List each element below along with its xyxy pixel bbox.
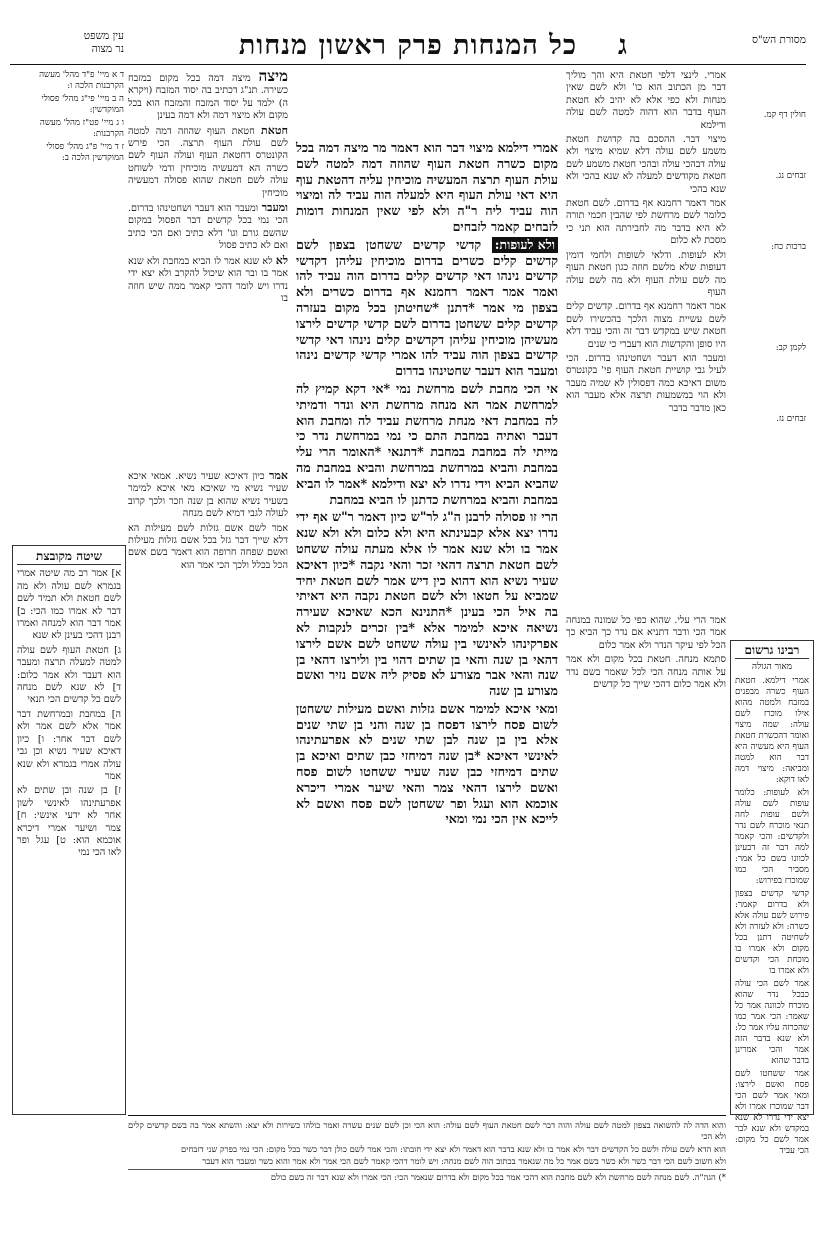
margin-note: ד א מיי' פ"ד מהל' מעשה הקרבנות הלכה ו: xyxy=(39,70,124,91)
sidebox-text: אמר ששחטו לשם פסח ואשם לירצו: ומאי אמר לשם הכי דבר שמוכרז אמרו ולא יצא ידי נדרו לא שנא במקדש ולא שנא לבר אמר לשם כל מקום: הכי עביד xyxy=(735,1069,809,1156)
footer-line: *) הגה"ה. לשם מנחה לשם מרחשת ולא לשם מחבת הוא דהכי אמר בכל מקום ולא בדרום שנאמר הכי: הכי אמרו ולא שנא דבר זה בשם כולם xyxy=(128,1169,726,1183)
sidebox-text: א] אמר רב מה שיטה אמרי בגמרא לשם עולה ולא מה לשם חטאת ולא תמיד לשם דבר לא אמרו כמו הכי: ב] אמר דבר הוא למנחה ואמרו רבנן דהכי בעינן לא שנא xyxy=(17,568,121,642)
rabbeinu-gershom-box xyxy=(730,640,814,1156)
tosafot-heading: ומעבר xyxy=(261,201,288,215)
margin-ref: לקמן קב: xyxy=(775,343,806,353)
tosafot-text: ומעבר הוא דעבר ושחטינהו בדרום. הכי נמי בכל קדשים דבר הפסול במקום שהשם גורם וגו' דלא כתיב ואם הכי כתיב ואם לא כתיב פסול xyxy=(128,203,288,252)
rashi-text: אמרי. לינצי דלפי חטאת היא והך מוליך דבר מן הכתוב הוא כו' ולא לשם שאין מנחות ולא כפי אלא לא יהיב לא חטאת העוף בדבר הוא דהוה למטה לשם עולה ודילמא xyxy=(566,70,726,131)
rashi-column-lower xyxy=(566,615,726,1110)
masoret-hashas-label: מסורת הש"ס xyxy=(751,34,806,46)
rashi-text: מיצוי דבר. ההסכם בה קדושת חטאת משמע לשם עולה דלא שמיא מיצוי ולא עולה דבהכי עולה ובהכי חטאת משמע לשם חטאת מקודשים למעלה לא שנא בהכי ולא שנא בהכי xyxy=(566,134,726,195)
gemara-paragraph: אמרי דילמא מיצוי דבר הוא דאמר מר מיצה דמה בכל מקום כשרה חטאת העוף שהוזה דמה למטה לשם עולת העוף תרצה המעשיה מוכיחין עליה דהטאת עוף היא דאי עולת העוף היא למעלה הוה עביד לה ומיצוי הוה עביד ליה ר"ה ולא לפי שאין המנחות דומות לזבחים קאמר לזבחים xyxy=(296,140,558,234)
sidebox-text: קדשי קדשים בצפון ולא בדרום קאמר: פירוש לשם עולה אלא כשרה: ולא לעזרה ולא לשחיטה דתנן בכל מקום ולא אמרו בו מוכחת הכי וקדשים ולא אמרו בו xyxy=(735,889,809,976)
rabbeinu-gershom-subtitle: מאור הגולה xyxy=(751,662,793,672)
footer-line: ולא חשוב לשם הכי דבר כשר ולא כשר בשם אמר כל מה שנאמר בכתוב הוה לשם מנחה: ויש לומר דהכי קאמר לשם הכי אמר ולא אמר והוא כשר ומעבר הוא דעבר xyxy=(202,1156,726,1167)
gemara-dibur-box: ולא לעופות: xyxy=(492,237,558,253)
tosafot-column xyxy=(128,67,288,465)
sidebox-text: ולא לעופות: כלומר עופות לשם עולה ולשם עופות לחה תנאי מוכרח לשם נדר ולקדשים: והכי קאמר למה דבר זה דבעינן לכוונו בשם כל אמר: מסביר הכי כמו שמוכרז בפירוש: xyxy=(735,788,809,886)
rashi-text: אמר הרי עלי. שהוא כפי כל שמונה במנחה אמר הכי ודבר דתניא אם נדר כך הביא כך הכל לפי עיקר הנדר ולא אמר כלום xyxy=(566,615,726,651)
margin-ref: ברכות כח: xyxy=(771,242,806,252)
ner-mitzvah-label: נר מצוה xyxy=(91,43,124,55)
sidebox-text: ה] במחבת ובמרחשת דבר אמר אלא לשם אמר ולא לשם דבר אחר: ו] כיון דאיכא שעיר נשיא וכן גבי עולה אמרי בגמרא ולא שנא אמר xyxy=(17,708,121,782)
tosafot-column-lower xyxy=(128,470,288,1110)
gemara-paragraph: הרי זו פסולה לרבנן ה"ג לר"ש כיון דאמר ר"ש אף ידי נדרו יצא אלא קבעינתא היא ולא כלום ולא ולא שנא אמר בו ולא שנא אמר לו אלא מעתה עולה ששחט לשם חטאת תרצה דהאי זכר והאי נקבה *כיון דאיכא שעיר נשיא הוא דהוא כין דיש אמר לשם חטאת יחיד שמביא על חטאו ולא לשם חטאת נקבה היא דאיתי בה איל הכי בעינן *התנינא הכא שאיכא שעירה נשיאה איכא למימר אלא *בין זכרים לנקבות לא אפרקינהו לאינשי בין עולה ששחט לשם אשם לירצו דהאי בן שנה והאי בן שתים דהוי בין ולירצו דהאי בן שנה והאי אבר מצורע לא פסיק ליה אשם נזיר ואשם מצורע בן שנה xyxy=(296,509,558,699)
rashi-text: ולא לעופות. ודלאי לשופות ולחמי דומין דעופות שלא מלשם חוזה כגון חטאת העוף מה לשם עולת העוף ולא מה לשם עולה העוף xyxy=(566,249,726,298)
sidebox-text: ג] חטאת העוף לשם עולה למטה למעלה תרצה ומעבר הוא דעבר ולא אמר כלום: ד] לא שנא לשם מנחה לשם כל קדשים הכי תנאי xyxy=(17,644,121,706)
page-title-text: כל המנחות פרק ראשון מנחות xyxy=(238,30,578,61)
gemara-paragraph: קדשי קדשים ששחטן בצפון לשם קדשים קלים כשרים בדרום מוכיחין עליהן דקדשי קדשים נינהו דאי קדשים קלים בדרום הוה עביד להו ואמר אמר דאמר רחמנא אף בדרום כשרים ולא בצפון מי אמר *דתנן *שחיטתן בכל מקום בעזרה קדשים קלים ששחטן בדרום לשם קדשי קדשים לירצו מעשיהן מוכיחין עליהן דקדשים קלים נינהו דאי קדשי קדשים בצפון הוה עביד להו אמרי קדשי קדשים נינהו ומעבר הוא דעבר שחטינהו בדרום xyxy=(296,236,558,379)
footer-divider xyxy=(128,1115,726,1116)
rashi-column xyxy=(566,70,726,610)
gemara-paragraph: ומאי איכא למימר אשם גזלות ואשם מעילות ששחטן לשום פסח לירצו דפסח בן שנה והני בן שתי שנים אלא בין בן שנה לבן שתי שנים לא אפרעתינהו לאינשי דאיכא *בן שנה דמיחזי כבן שתים ואיכא בן שתים דמיחזי כבן שנה שעיר ששחטו לשום פסח ואשם לירצו דהאי צמר והאי שיער אמרי דיכרא אוכמא הוא ועגל ופר ששחטן לשם פסח ואשם לא לייכא אין הכי נמי ומאי xyxy=(296,700,558,827)
rashi-text: סתמא מנחה. חטאת בכל מקום ולא אמר על אותה מנחה הכי לכל שאמר בשם נדר ולא אמר כלום דהכי שייך כל קדשים xyxy=(566,654,726,691)
tosafot-text: כיון דאיכא שעיר נשיא. אמאי איכא שעיר נשיא מי שאיכא מאי איכא למימר בשעיר נשיא שהוא בן שנה וזכר ולכך קרוב לעולה לגבי דמיא לשם מנחה xyxy=(128,471,288,520)
shita-mekubetzet-box xyxy=(12,545,126,1115)
ein-mishpat-column xyxy=(14,70,124,166)
footer-commentary xyxy=(128,1120,726,1238)
gemara-paragraph: אי הכי מחבת לשם מרחשת נמי *אי דקא קמיץ לה למרחשת אמר הא מנחה מרחשת היא ונדר ודמיתי לה במחבת דאי מנחת מרחשת עביד לה ומחבת הוא דעבר ואתיה במחבת התם כי נמי במרחשת נדר כי מייתי לה במחבת במחבת *דתנאי *האומר הרי עלי במחבת והביא במרחשת במרחשת והביא במחבת מה שהביא הביא וידי נדרו לא יצא ודילמא *אמר לו הביא במחבת והביא במרחשת כדתנן לו הביא במחבת xyxy=(296,380,558,507)
margin-note: ז ד מיי' פ"ג מהל' פסולי המוקדשין הלכה ב: xyxy=(46,142,124,163)
tosafot-heading: מיצה xyxy=(258,67,288,85)
footer-line: והוא הדה לה להשואה בצפון למטה לשם עולה והוה דבר לשם חטאת העוף לשם עולה: הוא הכי וכן לשם שנים עשרה ואמר כולהו כשירות ולא יצא: והשתא אמר בה בשם קדשים קלים ולא הכי xyxy=(128,1120,726,1141)
header-divider xyxy=(10,64,806,65)
sidebox-text: אמר לשם הכי עולה כבכל נדר שהוא מוכרח לכוונה אמר כל שאמר: הכי אמר כמו שהכרזה עליו אמר כל: ולא שנא בדבר הזה אמר והכי אמרינן בדבר שהוא xyxy=(735,979,809,1066)
margin-ref: חולין דף קמ. xyxy=(763,110,806,120)
page-title xyxy=(0,30,816,61)
tosafot-text: חטאת העוף שהוזה דמה למטה לשם עולת העוף תרצה. הכי פירש הקונטרס דחטאת העוף ועולה העוף לשם כשרה הא דמעשיה מוכיחין ודמי לשוחט עולה לשם חטאת שהוא פסולה דמעשיה מוכיחין xyxy=(128,125,288,199)
margin-ref: זבחים נג. xyxy=(775,171,806,181)
tosafot-heading: לא xyxy=(275,253,288,267)
masoret-hashas-column xyxy=(730,110,806,427)
tosafot-text: אמר לשם אשם גזלות לשם מעילות הא דלא שייך דבר גזל בכל אשם גזלות מעילות ואשם שפחה חרופה הוא דאמר בשם אשם הכל בכלל ולכך הכי אמר הוא xyxy=(128,522,288,571)
ein-mishpat-label: עין משפט xyxy=(83,30,124,42)
shita-mekubetzet-title: שיטה מקובצת xyxy=(17,550,121,565)
margin-note: ו ג מיי' פט"ז מהל' מעשה הקרבנות: xyxy=(39,118,124,139)
rashi-text: אמר דאמר רחמנא אף בדרום. קדשים קלים לשם עשיית מצוה הלכך בהכשירו לשם חטאת שיש במקדש דבר זה והכי עביד דלא היו סופן והקדשות הוא דעברי כי שנים xyxy=(566,301,726,350)
rashi-text: אמר דאמר רחמנא אף בדרום. לשם חטאת כלומר לשם מרחשת לפי שהבין חכמי תורה לא היא בדבר מה לחבירתה הוא תני כי מסכת לא כלום xyxy=(566,198,726,247)
rabbeinu-gershom-title: רבינו גרשום xyxy=(735,645,809,659)
sidebox-text: ז] בן שנה ובן שתים לא אפרעתינהו לאינשי לשון אחר לא ידעי אינשי: ח] צמר ושיער אמרי דיכרא אוכמא הוא: ט] עגל ופר לאו הכי נמי xyxy=(17,785,121,859)
tosafot-heading: אמר xyxy=(268,469,288,482)
sidebox-text: אמרי דילמא. חטאת העוף כשרה מבפנים במזבח ולמטה מהוא אילו מוכרז לשם עולה: שמה מיצוי ואומר דהכשרת חטאת העוף היא מעשיה היא דבר הוא למטה ומביאה: מיצוי דמה לאו דוקא: xyxy=(735,676,809,785)
footer-line: הוא הדא לשם עולה ולשם כל הקדשים דבר ולא אמר בו ולא שנא בדבר הוא דאמר ולא יצא ידי חובתו: והכי אמר לשם כולן דבר כשר בכל מקום: הכי נמי בפרק שני דזבחים xyxy=(181,1143,726,1154)
rashi-text: ומעבר הוא דעבר ושחטינהו בדרום. הכי לעיל גבי קושיית חטאת העוף פי' בקונטרס משום דאיכא כמה דפסולין לא שמיה מעבר ולא הוי במשמעות תרצה אלא מעבר הוא כאן מדבר בדבר xyxy=(566,352,726,414)
gemara-text xyxy=(296,140,558,1105)
page-letter: ג xyxy=(618,30,628,61)
tosafot-heading: חטאת xyxy=(261,123,288,137)
tosafot-text: מיצה דמה בכל מקום במזבח כשירה. תנ"ג דכתיב בה יסוד המזבח (ויקרא ה) ילמד על יסוד המזבח והמזבח הוא בכל מקום ולא מיצוי דמה ולא דמה בעינן xyxy=(128,73,288,122)
margin-note: ה ב מיי' פי"ג מהל' פסולי המוקדשין: xyxy=(41,94,124,115)
margin-ref: זבחים נז. xyxy=(776,414,806,424)
tosafot-text: לא שנא אמר לו הביא במחבת ולא שנא אמר בו ובר הוא שיכול להקרב ולא יצא ידי נדרו ויש לומר דהכי קאמר ממה שיש חוזה בו xyxy=(128,255,288,304)
